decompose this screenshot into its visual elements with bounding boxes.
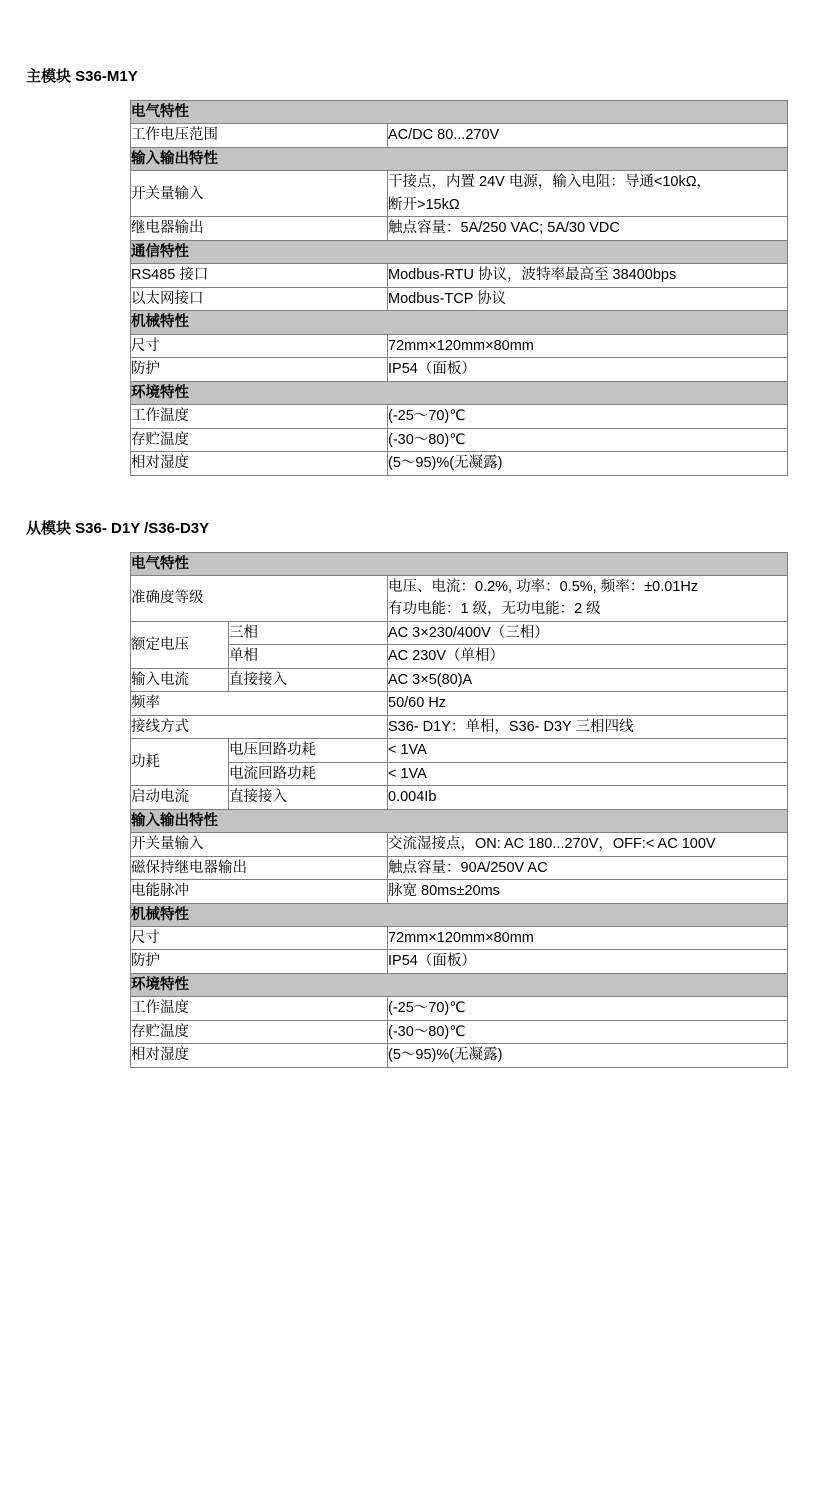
value-line: 触点容量：5A/250 VAC; 5A/30 VDC bbox=[388, 220, 620, 237]
row-value bbox=[388, 124, 788, 147]
row-label: 相对湿度 bbox=[131, 452, 388, 475]
value-line: AC 3×230/400V（三相） bbox=[388, 624, 549, 641]
group-heading-row bbox=[131, 147, 788, 170]
value-line: 电压、电流：0.2%, 功率：0.5%, 频率：±0.01Hz bbox=[388, 578, 699, 595]
row-value bbox=[388, 334, 788, 357]
group-heading-row bbox=[131, 101, 788, 124]
row-label: 尺寸 bbox=[131, 334, 388, 357]
spec-table-slave-module bbox=[130, 552, 788, 1068]
row-label: 接线方式 bbox=[131, 715, 388, 738]
row-label: 开关量输入 bbox=[131, 171, 388, 217]
value-line: (5～95)%(无凝露) bbox=[388, 455, 503, 472]
value-line: 干接点，内置 24V 电源，输入电阻：导通<10kΩ， bbox=[388, 174, 712, 191]
section-slave-module bbox=[0, 520, 837, 1068]
row-label: 以太网接口 bbox=[131, 287, 388, 310]
table-row bbox=[131, 217, 788, 240]
row-label: 频率 bbox=[131, 692, 388, 715]
row-label: 额定电压 bbox=[131, 621, 229, 668]
value-line: 50/60 Hz bbox=[388, 695, 447, 712]
group-heading-row bbox=[131, 973, 788, 996]
row-label: 工作电压范围 bbox=[131, 124, 388, 147]
row-label: RS485 接口 bbox=[131, 264, 388, 287]
value-line: 交流湿接点，ON: AC 180...270V，OFF:< AC 100V bbox=[388, 836, 716, 853]
group-heading-row bbox=[131, 240, 788, 263]
row-label: 存贮温度 bbox=[131, 428, 388, 451]
value-line: 脉宽 80ms±20ms bbox=[388, 883, 500, 900]
row-value bbox=[388, 762, 788, 785]
table-row bbox=[131, 762, 788, 785]
row-value bbox=[388, 645, 788, 668]
row-label: 防护 bbox=[131, 358, 388, 381]
section-title-model: S36- D1Y /S36-D3Y bbox=[75, 519, 210, 537]
table-row bbox=[131, 833, 788, 856]
group-heading-label: 输入输出特性 bbox=[131, 809, 788, 832]
value-line: < 1VA bbox=[388, 742, 427, 759]
table-row bbox=[131, 264, 788, 287]
row-label: 准确度等级 bbox=[131, 575, 388, 621]
table-row bbox=[131, 997, 788, 1020]
row-label: 输入电流 bbox=[131, 668, 229, 691]
row-value bbox=[388, 856, 788, 879]
value-line: AC 230V（单相） bbox=[388, 648, 505, 665]
value-line: (5～95)%(无凝露) bbox=[388, 1047, 503, 1064]
section-title-prefix: 主模块 bbox=[26, 68, 76, 85]
row-value bbox=[388, 715, 788, 738]
value-line: Modbus-TCP 协议 bbox=[388, 290, 507, 307]
row-value bbox=[388, 833, 788, 856]
table-row bbox=[131, 950, 788, 973]
row-sublabel: 直接接入 bbox=[229, 786, 388, 809]
table-row bbox=[131, 786, 788, 809]
row-value bbox=[388, 997, 788, 1020]
group-heading-label: 电气特性 bbox=[131, 101, 788, 124]
row-label: 相对湿度 bbox=[131, 1044, 388, 1067]
row-value bbox=[388, 287, 788, 310]
row-sublabel: 单相 bbox=[229, 645, 388, 668]
table-row bbox=[131, 880, 788, 903]
table-row bbox=[131, 428, 788, 451]
value-line: (-30～80)℃ bbox=[388, 1023, 466, 1040]
table-row bbox=[131, 715, 788, 738]
table-row bbox=[131, 358, 788, 381]
group-heading-label: 输入输出特性 bbox=[131, 147, 788, 170]
value-line: 断开>15kΩ bbox=[388, 196, 460, 213]
table-row bbox=[131, 405, 788, 428]
group-heading-row bbox=[131, 552, 788, 575]
section-gap bbox=[0, 476, 837, 520]
row-label: 功耗 bbox=[131, 739, 229, 786]
row-value bbox=[388, 405, 788, 428]
table-row bbox=[131, 171, 788, 217]
row-value bbox=[388, 575, 788, 621]
row-label: 电能脉冲 bbox=[131, 880, 388, 903]
table-row bbox=[131, 287, 788, 310]
row-sublabel: 三相 bbox=[229, 621, 388, 644]
value-line: < 1VA bbox=[388, 765, 427, 782]
table-row bbox=[131, 668, 788, 691]
page-top-spacer bbox=[0, 0, 837, 68]
value-line: 0.004Ib bbox=[388, 789, 437, 806]
row-value bbox=[388, 171, 788, 217]
group-heading-row bbox=[131, 903, 788, 926]
value-line: S36- D1Y：单相，S36- D3Y 三相四线 bbox=[388, 718, 634, 735]
row-sublabel: 直接接入 bbox=[229, 668, 388, 691]
value-line: 触点容量：90A/250V AC bbox=[388, 859, 548, 876]
row-value bbox=[388, 358, 788, 381]
value-line: AC 3×5(80)A bbox=[388, 671, 473, 688]
table-row bbox=[131, 645, 788, 668]
row-value bbox=[388, 621, 788, 644]
row-sublabel: 电压回路功耗 bbox=[229, 739, 388, 762]
row-label: 启动电流 bbox=[131, 786, 229, 809]
group-heading-label: 环境特性 bbox=[131, 381, 788, 404]
value-line: IP54（面板） bbox=[388, 953, 476, 970]
row-value bbox=[388, 217, 788, 240]
section-title-model: S36-M1Y bbox=[75, 68, 138, 85]
table-row bbox=[131, 334, 788, 357]
value-line: (-25～70)℃ bbox=[388, 408, 466, 425]
value-line: 72mm×120mm×80mm bbox=[388, 930, 534, 946]
row-label: 工作温度 bbox=[131, 997, 388, 1020]
group-heading-row bbox=[131, 809, 788, 832]
table-row bbox=[131, 1044, 788, 1067]
value-line: (-30～80)℃ bbox=[388, 431, 466, 448]
section-title-main-module bbox=[0, 68, 837, 86]
row-value bbox=[388, 927, 788, 950]
value-line: 72mm×120mm×80mm bbox=[388, 337, 534, 354]
section-main-module bbox=[0, 68, 837, 476]
page-bottom-spacer bbox=[0, 1068, 837, 1108]
table-row bbox=[131, 739, 788, 762]
group-heading-label: 电气特性 bbox=[131, 552, 788, 575]
table-row bbox=[131, 927, 788, 950]
row-value bbox=[388, 739, 788, 762]
table-row bbox=[131, 621, 788, 644]
row-value bbox=[388, 1044, 788, 1067]
group-heading-label: 机械特性 bbox=[131, 311, 788, 334]
title-table-gap bbox=[0, 538, 837, 552]
table-row bbox=[131, 575, 788, 621]
row-label: 工作温度 bbox=[131, 405, 388, 428]
row-value bbox=[388, 452, 788, 475]
row-value bbox=[388, 880, 788, 903]
value-line: Modbus-RTU 协议，波特率最高至 38400bps bbox=[388, 267, 677, 284]
group-heading-label: 环境特性 bbox=[131, 973, 788, 996]
row-label: 防护 bbox=[131, 950, 388, 973]
table-row bbox=[131, 856, 788, 879]
row-value bbox=[388, 428, 788, 451]
value-line: 有功电能：1 级，无功电能：2 级 bbox=[388, 601, 601, 618]
row-value bbox=[388, 692, 788, 715]
group-heading-row bbox=[131, 311, 788, 334]
row-label: 尺寸 bbox=[131, 927, 388, 950]
section-title-prefix: 从模块 bbox=[26, 519, 76, 537]
value-line: IP54（面板） bbox=[388, 361, 476, 378]
section-title-slave-module bbox=[0, 520, 837, 538]
group-heading-row bbox=[131, 381, 788, 404]
table-row bbox=[131, 1020, 788, 1043]
group-heading-label: 通信特性 bbox=[131, 240, 788, 263]
row-sublabel: 电流回路功耗 bbox=[229, 762, 388, 785]
row-value bbox=[388, 1020, 788, 1043]
row-label: 开关量输入 bbox=[131, 833, 388, 856]
row-label: 继电器输出 bbox=[131, 217, 388, 240]
row-value bbox=[388, 950, 788, 973]
row-value bbox=[388, 264, 788, 287]
table-row bbox=[131, 692, 788, 715]
table-row bbox=[131, 452, 788, 475]
row-value bbox=[388, 668, 788, 691]
value-line: (-25～70)℃ bbox=[388, 1000, 466, 1017]
value-line: AC/DC 80...270V bbox=[388, 127, 500, 144]
title-table-gap bbox=[0, 86, 837, 100]
row-label: 存贮温度 bbox=[131, 1020, 388, 1043]
table-row bbox=[131, 124, 788, 147]
row-value bbox=[388, 786, 788, 809]
row-label: 磁保持继电器输出 bbox=[131, 856, 388, 879]
group-heading-label: 机械特性 bbox=[131, 903, 788, 926]
spec-table-main-module bbox=[130, 100, 788, 476]
